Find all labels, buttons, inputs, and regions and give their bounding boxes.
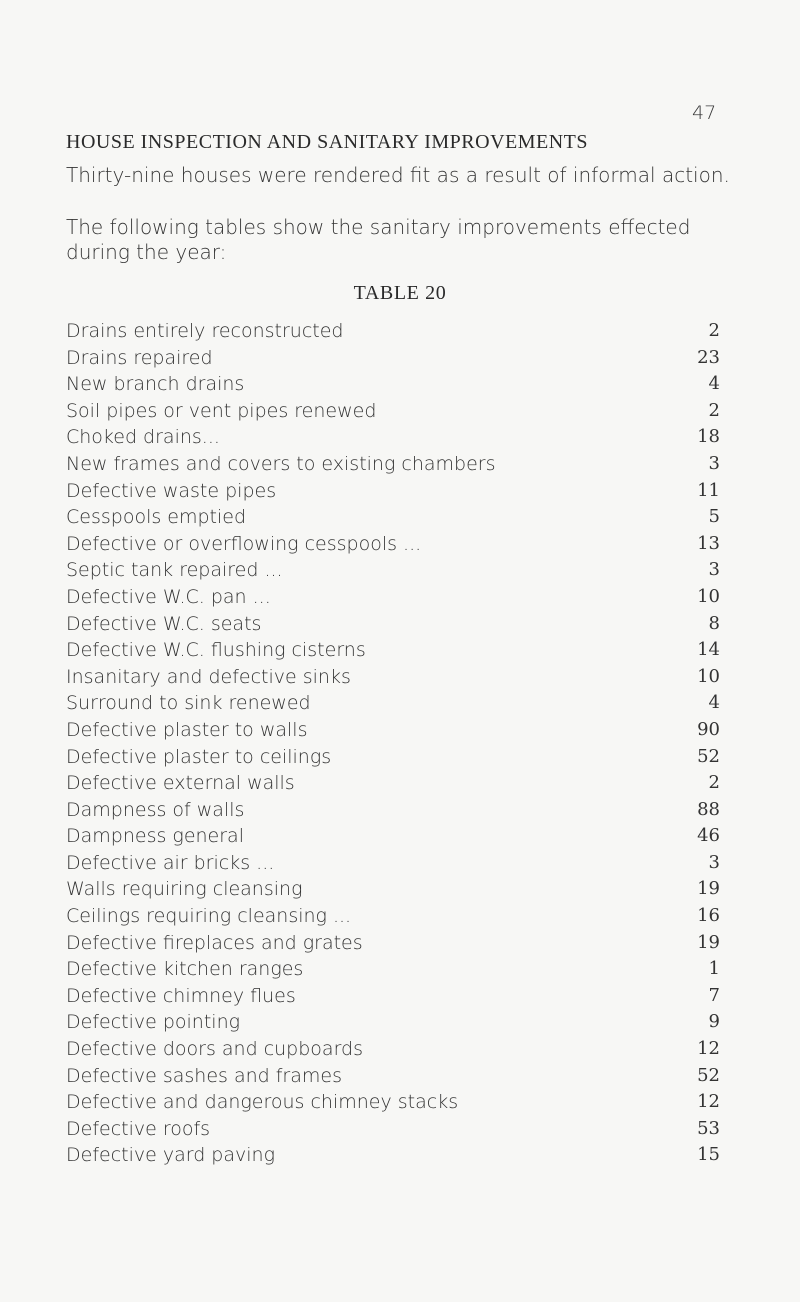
row-label: Dampness of walls xyxy=(66,798,245,821)
row-value: 5 xyxy=(708,506,720,528)
row-value: 2 xyxy=(708,399,720,421)
row-label: Defective fireplaces and grates xyxy=(66,931,363,954)
row-label: New frames and covers to existing chambers xyxy=(66,452,496,475)
table-row xyxy=(66,637,720,664)
row-value: 15 xyxy=(697,1144,720,1166)
row-label: Defective air bricks ... xyxy=(66,851,275,874)
row-label: Defective roofs xyxy=(66,1117,211,1140)
row-value: 19 xyxy=(697,878,720,900)
table-row xyxy=(66,983,720,1010)
table-row xyxy=(66,956,720,983)
table-row xyxy=(66,424,720,451)
table-row xyxy=(66,478,720,505)
row-value: 52 xyxy=(697,745,720,767)
row-value: 53 xyxy=(697,1117,720,1139)
table-row xyxy=(66,557,720,584)
row-value: 9 xyxy=(708,1011,720,1033)
row-label: Defective W.C. flushing cisterns xyxy=(66,639,366,662)
row-label: Defective W.C. pan ... xyxy=(66,585,271,608)
row-label: Defective doors and cupboards xyxy=(66,1038,364,1061)
row-value: 2 xyxy=(708,772,720,794)
table-row xyxy=(66,744,720,771)
table-row xyxy=(66,876,720,903)
row-value: 2 xyxy=(708,320,720,341)
table-row xyxy=(66,1036,720,1063)
table-row xyxy=(66,930,720,957)
table-row xyxy=(66,371,720,398)
row-label: Defective waste pipes xyxy=(66,479,277,502)
row-label: Choked drains... xyxy=(66,426,220,449)
row-value: 11 xyxy=(697,479,720,501)
table-row xyxy=(66,690,720,717)
table-row xyxy=(66,318,720,345)
row-label: Cesspools emptied xyxy=(66,506,247,529)
table-row xyxy=(66,850,720,877)
row-value: 14 xyxy=(697,639,720,661)
table-row xyxy=(66,770,720,797)
row-value: 7 xyxy=(708,984,720,1006)
table-row xyxy=(66,504,720,531)
table-row xyxy=(66,451,720,478)
table-row xyxy=(66,1142,720,1169)
table-row xyxy=(66,1116,720,1143)
table-row xyxy=(66,717,720,744)
row-label: Drains entirely reconstructed xyxy=(66,320,344,342)
row-value: 3 xyxy=(708,559,720,581)
table-row xyxy=(66,1009,720,1036)
row-label: Insanitary and defective sinks xyxy=(66,665,351,688)
table-row xyxy=(66,531,720,558)
table-row xyxy=(66,1089,720,1116)
row-value: 12 xyxy=(697,1038,720,1060)
table-row xyxy=(66,398,720,425)
row-label: Defective kitchen ranges xyxy=(66,958,304,981)
row-value: 13 xyxy=(697,532,720,554)
row-value: 88 xyxy=(697,798,720,820)
table-row xyxy=(66,584,720,611)
row-value: 46 xyxy=(697,825,720,847)
table-row xyxy=(66,611,720,638)
row-label: Dampness general xyxy=(66,825,244,848)
row-value: 90 xyxy=(697,718,720,740)
intro-paragraph: Thirty-nine houses were rendered fit as a result of informal action. xyxy=(66,163,730,187)
table-row xyxy=(66,903,720,930)
row-label: Surround to sink renewed xyxy=(66,692,311,715)
row-label: Defective or overflowing cesspools ... xyxy=(66,532,422,555)
row-value: 12 xyxy=(697,1091,720,1113)
row-label: Defective chimney flues xyxy=(66,984,296,1007)
table-row xyxy=(66,797,720,824)
row-label: Ceilings requiring cleansing ... xyxy=(66,905,352,928)
row-value: 16 xyxy=(697,905,720,927)
row-label: Defective and dangerous chimney stacks xyxy=(66,1091,459,1114)
row-label: Defective W.C. seats xyxy=(66,612,262,635)
row-label: Defective pointing xyxy=(66,1011,241,1034)
row-label: Septic tank repaired ... xyxy=(66,559,283,582)
row-value: 8 xyxy=(708,612,720,634)
row-label: Soil pipes or vent pipes renewed xyxy=(66,399,377,422)
row-label: Defective yard paving xyxy=(66,1144,275,1167)
table-row xyxy=(66,664,720,691)
row-label: Defective plaster to ceilings xyxy=(66,745,332,768)
row-value: 10 xyxy=(697,585,720,607)
row-label: New branch drains xyxy=(66,373,245,396)
row-value: 3 xyxy=(708,452,720,474)
row-value: 1 xyxy=(708,958,720,980)
table-row xyxy=(66,1063,720,1090)
table-row xyxy=(66,345,720,372)
row-value: 19 xyxy=(697,931,720,953)
row-label: Defective sashes and frames xyxy=(66,1064,342,1087)
row-label: Defective plaster to walls xyxy=(66,718,308,741)
row-value: 3 xyxy=(708,851,720,873)
row-value: 23 xyxy=(697,346,720,368)
tables-intro-paragraph: The following tables show the sanitary improvements effected during the year: xyxy=(66,215,691,264)
row-value: 4 xyxy=(708,692,720,714)
row-value: 10 xyxy=(697,665,720,687)
page-number: 47 xyxy=(692,102,717,124)
row-value: 4 xyxy=(708,373,720,395)
page-heading: HOUSE INSPECTION AND SANITARY IMPROVEMENTS xyxy=(66,131,589,153)
row-label: Drains repaired xyxy=(66,346,213,369)
table-row xyxy=(66,823,720,850)
table-title: TABLE 20 xyxy=(353,282,447,304)
row-value: 52 xyxy=(697,1064,720,1086)
row-label: Walls requiring cleansing xyxy=(66,878,303,901)
row-value: 18 xyxy=(697,426,720,448)
row-label: Defective external walls xyxy=(66,772,295,795)
improvements-table xyxy=(66,318,720,1169)
